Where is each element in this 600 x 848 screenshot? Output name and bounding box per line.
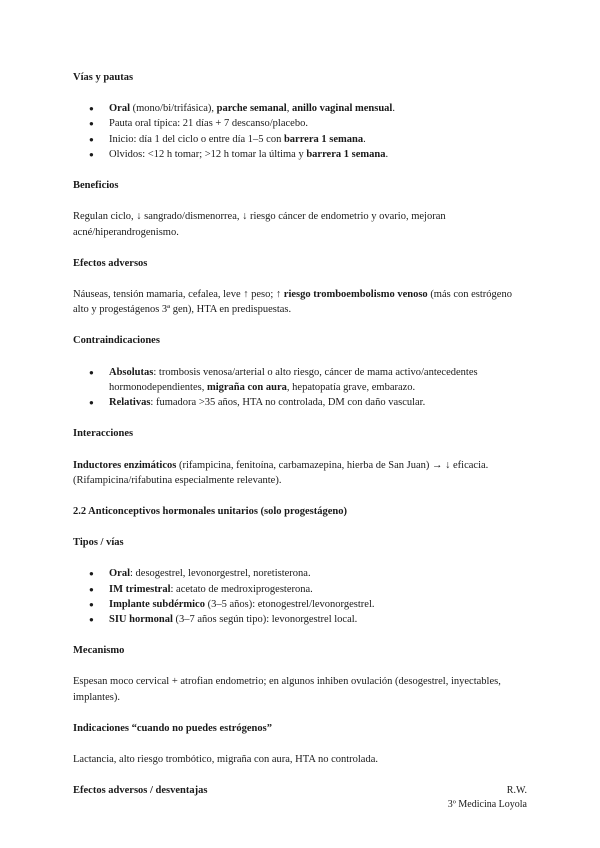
heading-beneficios: Beneficios xyxy=(73,180,119,192)
list-item: ● SIU hormonal (3–7 años según tipo): levonorgestrel local. xyxy=(73,612,529,627)
list-item: ● Absolutas: trombosis venosa/arterial o alto riesgo, cáncer de mama activo/antecedentes hormonodependientes, migraña con aura, hepatopatía grave, embarazo. xyxy=(73,365,529,395)
page-content xyxy=(73,70,529,815)
page-footer xyxy=(448,784,527,812)
heading-vias: Vías y pautas xyxy=(73,72,134,83)
paragraph-beneficios: Regulan ciclo, ↓ sangrado/dismenorrea, ↓ riesgo cáncer de endometrio y ovario, mejoran acné/hiperandrogenismo. xyxy=(73,211,446,238)
heading-efectos: Efectos adversos xyxy=(73,257,148,269)
paragraph-indicaciones: Lactancia, alto riesgo trombótico, migraña con aura, HTA no controlada. xyxy=(73,754,379,766)
paragraph-interacciones: Inductores enzimáticos (rifampicina, fenitoína, carbamazepina, hierba de San Juan) → ↓ eficacia. (Rifampicina/rifabutina especialmente relevante). xyxy=(73,459,489,486)
heading-tipos: Tipos / vías xyxy=(73,537,124,549)
heading-mecanismo: Mecanismo xyxy=(73,645,125,657)
heading-interacciones: Interacciones xyxy=(73,428,134,440)
list-item: ● IM trimestral: acetato de medroxiprogesterona. xyxy=(73,582,529,597)
list-contraindicaciones xyxy=(73,365,529,411)
heading-contraindicaciones: Contraindicaciones xyxy=(73,335,160,347)
list-item: ● Inicio: día 1 del ciclo o entre día 1–5 con barrera 1 semana. xyxy=(73,132,529,147)
heading-section-2-2: 2.2 Anticonceptivos hormonales unitarios (solo progestágeno) xyxy=(73,505,347,517)
footer-course: 3º Medicina Loyola xyxy=(447,799,527,810)
list-vias xyxy=(73,101,529,162)
list-item: ● Oral: desogestrel, levonorgestrel, noretisterona. xyxy=(73,566,529,581)
list-item: ● Oral (mono/bi/trifásica), parche semanal, anillo vaginal mensual. xyxy=(73,101,529,116)
list-tipos xyxy=(73,566,529,627)
heading-desventajas: Efectos adversos / desventajas xyxy=(73,785,208,797)
list-item: ● Olvidos: <12 h tomar; >12 h tomar la última y barrera 1 semana. xyxy=(73,147,529,162)
paragraph-efectos: Náuseas, tensión mamaria, cefalea, leve ↑ peso; ↑ riesgo tromboembolismo venoso (más con estrógeno alto y progestágenos 3ª gen), HTA en predispuestas. xyxy=(73,288,512,316)
paragraph-mecanismo: Espesan moco cervical + atrofian endometrio; en algunos inhiben ovulación (desogestrel, inyectables, implantes). xyxy=(73,676,501,703)
heading-indicaciones: Indicaciones “cuando no puedes estrógenos” xyxy=(73,722,272,734)
list-item: ● Relativas: fumadora >35 años, HTA no controlada, DM con daño vascular. xyxy=(73,395,529,410)
list-item: ● Implante subdérmico (3–5 años): etonogestrel/levonorgestrel. xyxy=(73,597,529,612)
footer-initials: R.W. xyxy=(506,785,527,796)
list-item: ● Pauta oral típica: 21 días + 7 descanso/placebo. xyxy=(73,116,529,131)
